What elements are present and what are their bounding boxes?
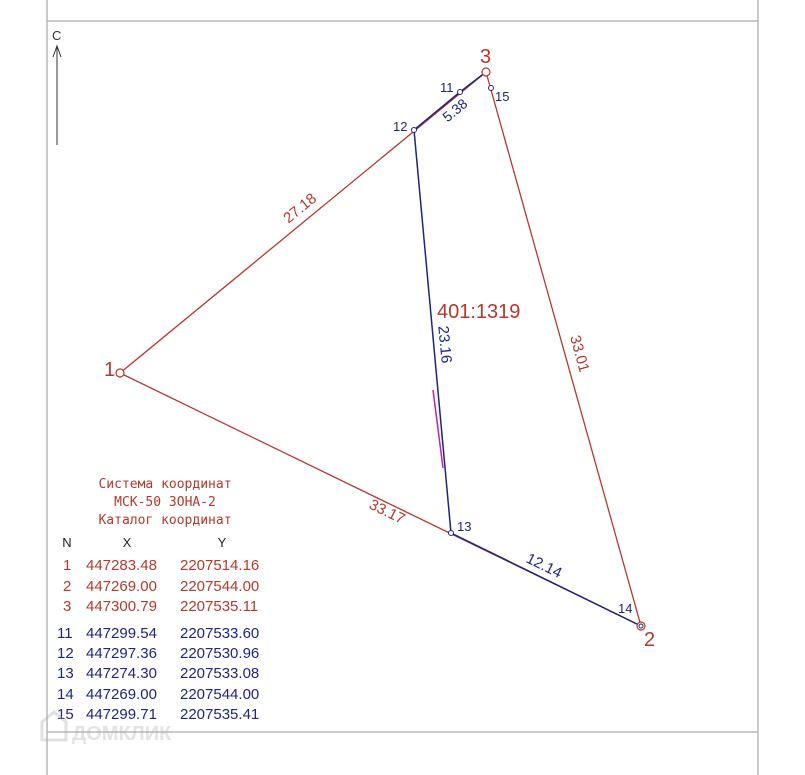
point-3-label: 3 xyxy=(480,46,492,68)
point-13-marker xyxy=(449,531,454,536)
catalog-row-1-x: 447283.48 xyxy=(86,557,157,574)
catalog-row-13-y: 2207533.08 xyxy=(180,665,260,682)
catalog-row-12-n: 12 xyxy=(57,645,74,662)
distance-1-3: 27.18 xyxy=(280,190,321,228)
edge-11-3 xyxy=(460,72,486,92)
catalog-row-2-n: 2 xyxy=(63,578,72,595)
catalog-row-11-x: 447299.54 xyxy=(86,625,157,642)
edge-1-3 xyxy=(120,72,486,373)
distance-12-13: 23.16 xyxy=(434,325,455,365)
point-14-label: 14 xyxy=(618,601,633,616)
point-15-marker xyxy=(489,86,494,91)
catalog-row-15-n: 15 xyxy=(57,706,74,723)
edge-3-2 xyxy=(486,72,641,626)
catalog-title-system: Система координат xyxy=(98,477,232,492)
distance-3-2: 33.01 xyxy=(566,333,593,375)
catalog-row-1-y: 2207514.16 xyxy=(180,557,260,574)
catalog-header-n: N xyxy=(62,535,72,550)
point-11-label: 11 xyxy=(440,80,454,95)
catalog-row-14-n: 14 xyxy=(57,686,74,703)
parcel-cadastral-label: 401:1319 xyxy=(437,301,521,323)
catalog-row-12-y: 2207530.96 xyxy=(180,645,260,662)
catalog-row-14-y: 2207544.00 xyxy=(180,686,260,703)
parcel-boundary xyxy=(120,72,641,626)
point-11-marker xyxy=(458,90,463,95)
catalog-header-x: X xyxy=(122,535,132,550)
north-label: С xyxy=(52,28,62,43)
catalog-row-3-x: 447300.79 xyxy=(86,598,157,615)
edge-13-14 xyxy=(451,533,641,626)
catalog-row-11-y: 2207533.60 xyxy=(180,625,260,642)
point-12-label: 12 xyxy=(393,119,408,134)
catalog-row-12-x: 447297.36 xyxy=(86,645,157,662)
catalog-row-11-n: 11 xyxy=(57,625,73,642)
catalog-row-14-x: 447269.00 xyxy=(86,686,157,703)
distance-1-2: 33.17 xyxy=(366,496,408,528)
distance-12-11: 5.38 xyxy=(439,95,471,125)
point-14-marker xyxy=(639,624,643,628)
watermark-text: ДОМКЛИК xyxy=(72,723,172,745)
point-13-label: 13 xyxy=(457,519,472,534)
north-arrow xyxy=(52,28,61,145)
distance-13-14: 12.14 xyxy=(523,550,565,582)
catalog-row-3-y: 2207535.11 xyxy=(180,598,259,615)
point-markers xyxy=(116,68,645,630)
point-1-marker xyxy=(116,369,124,377)
point-15-label: 15 xyxy=(495,89,510,104)
catalog-title-zone: МСК-50 ЗОНА-2 xyxy=(114,495,216,510)
catalog-row-15-x: 447299.71 xyxy=(86,706,157,723)
point-1-label: 1 xyxy=(104,359,116,381)
catalog-row-2-x: 447269.00 xyxy=(86,578,157,595)
catalog-row-3-n: 3 xyxy=(63,598,72,615)
point-12-marker xyxy=(412,128,417,133)
catalog-header-y: Y xyxy=(217,535,227,550)
catalog-row-15-y: 2207535.41 xyxy=(180,706,260,723)
catalog-row-1-n: 1 xyxy=(63,557,72,574)
catalog-row-13-n: 13 xyxy=(57,665,74,682)
catalog-row-13-x: 447274.30 xyxy=(86,665,157,682)
point-3-marker xyxy=(482,68,490,76)
point-2-label: 2 xyxy=(644,629,656,651)
coordinate-catalog xyxy=(57,477,259,723)
catalog-row-2-y: 2207544.00 xyxy=(180,578,260,595)
catalog-title-catalog: Каталог координат xyxy=(98,513,232,528)
